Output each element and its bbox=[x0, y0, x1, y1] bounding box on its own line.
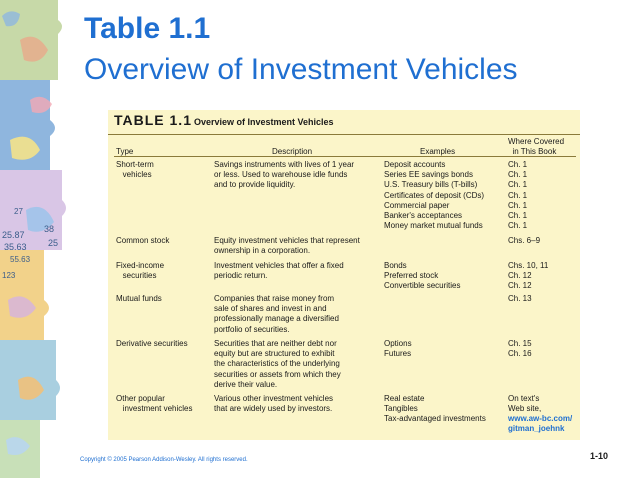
row-type: Common stock bbox=[116, 236, 170, 245]
header-description: Description bbox=[272, 147, 313, 156]
slide-title: Table 1.1 bbox=[84, 12, 211, 45]
table-label: TABLE 1.1 bbox=[114, 112, 192, 128]
row-type: Other popular investment vehicles bbox=[116, 394, 193, 414]
decor-number: 123 bbox=[2, 271, 16, 280]
decor-number: 27 bbox=[14, 207, 23, 216]
row-covered: Chs. 6–9 bbox=[508, 236, 541, 245]
row-type: Derivative securities bbox=[116, 339, 188, 348]
row-type: Fixed-income securities bbox=[116, 261, 165, 281]
table-header-band bbox=[108, 110, 580, 135]
header-rule bbox=[114, 156, 576, 157]
row-type: Short-term vehicles bbox=[116, 160, 154, 180]
header-examples: Examples bbox=[420, 147, 456, 156]
row-description: Equity investment vehicles that represent ownership in a corporation. bbox=[214, 236, 360, 256]
decor-number: 25 bbox=[48, 238, 59, 248]
slide-subtitle: Overview of Investment Vehicles bbox=[84, 53, 518, 86]
row-covered: Chs. 10, 11 Ch. 12 Ch. 12 bbox=[508, 261, 549, 291]
row-examples: Deposit accounts Series EE savings bonds U.S. Treasury bills (T-bills) Certificates of deposit (CDs) Commercial paper Banker's acceptances Money market mutual funds bbox=[384, 160, 485, 231]
row-covered: Ch. 15 Ch. 16 bbox=[508, 339, 532, 359]
copyright-footer: Copyright © 2005 Pearson Addison-Wesley. All rights reserved. bbox=[80, 457, 248, 463]
textbook-website-link[interactable]: www.aw-bc.com/ gitman_joehnk bbox=[508, 414, 573, 434]
row-covered: Ch. 13 bbox=[508, 294, 532, 303]
decor-number: 38 bbox=[44, 224, 55, 234]
page-number: 1-10 bbox=[590, 451, 609, 461]
row-examples: Bonds Preferred stock Convertible securities bbox=[384, 261, 461, 291]
row-description: Securities that are neither debt nor equity but are structured to exhibit the characteristics of the underlying securities or assets from which they derive their value. bbox=[214, 339, 341, 389]
investment-table bbox=[108, 110, 580, 440]
row-covered: Ch. 1 Ch. 1 Ch. 1 Ch. 1 Ch. 1 Ch. 1 Ch. 1 bbox=[508, 160, 528, 231]
puzzle-strip-icon bbox=[0, 0, 74, 478]
row-covered: On text's Web site, bbox=[508, 394, 542, 414]
row-description: Various other investment vehicles that are widely used by investors. bbox=[214, 394, 334, 414]
table-caption: Overview of Investment Vehicles bbox=[194, 117, 334, 127]
row-examples: Real estate Tangibles Tax-advantaged investments bbox=[384, 394, 486, 424]
row-description: Savings instruments with lives of 1 year or less. Used to warehouse idle funds and to provide liquidity. bbox=[214, 160, 355, 190]
decor-number: 55.63 bbox=[10, 255, 31, 264]
row-description: Companies that raise money from sale of shares and invest in and professionally manage a diversified portfolio of securities. bbox=[214, 294, 339, 334]
header-where-covered: Where Covered in This Book bbox=[508, 137, 565, 157]
decor-number: 35.63 bbox=[4, 242, 27, 252]
header-type: Type bbox=[116, 147, 134, 156]
decor-number: 25.87 bbox=[2, 230, 25, 240]
row-type: Mutual funds bbox=[116, 294, 162, 303]
row-examples: Options Futures bbox=[384, 339, 412, 359]
row-description: Investment vehicles that offer a fixed periodic return. bbox=[214, 261, 344, 281]
